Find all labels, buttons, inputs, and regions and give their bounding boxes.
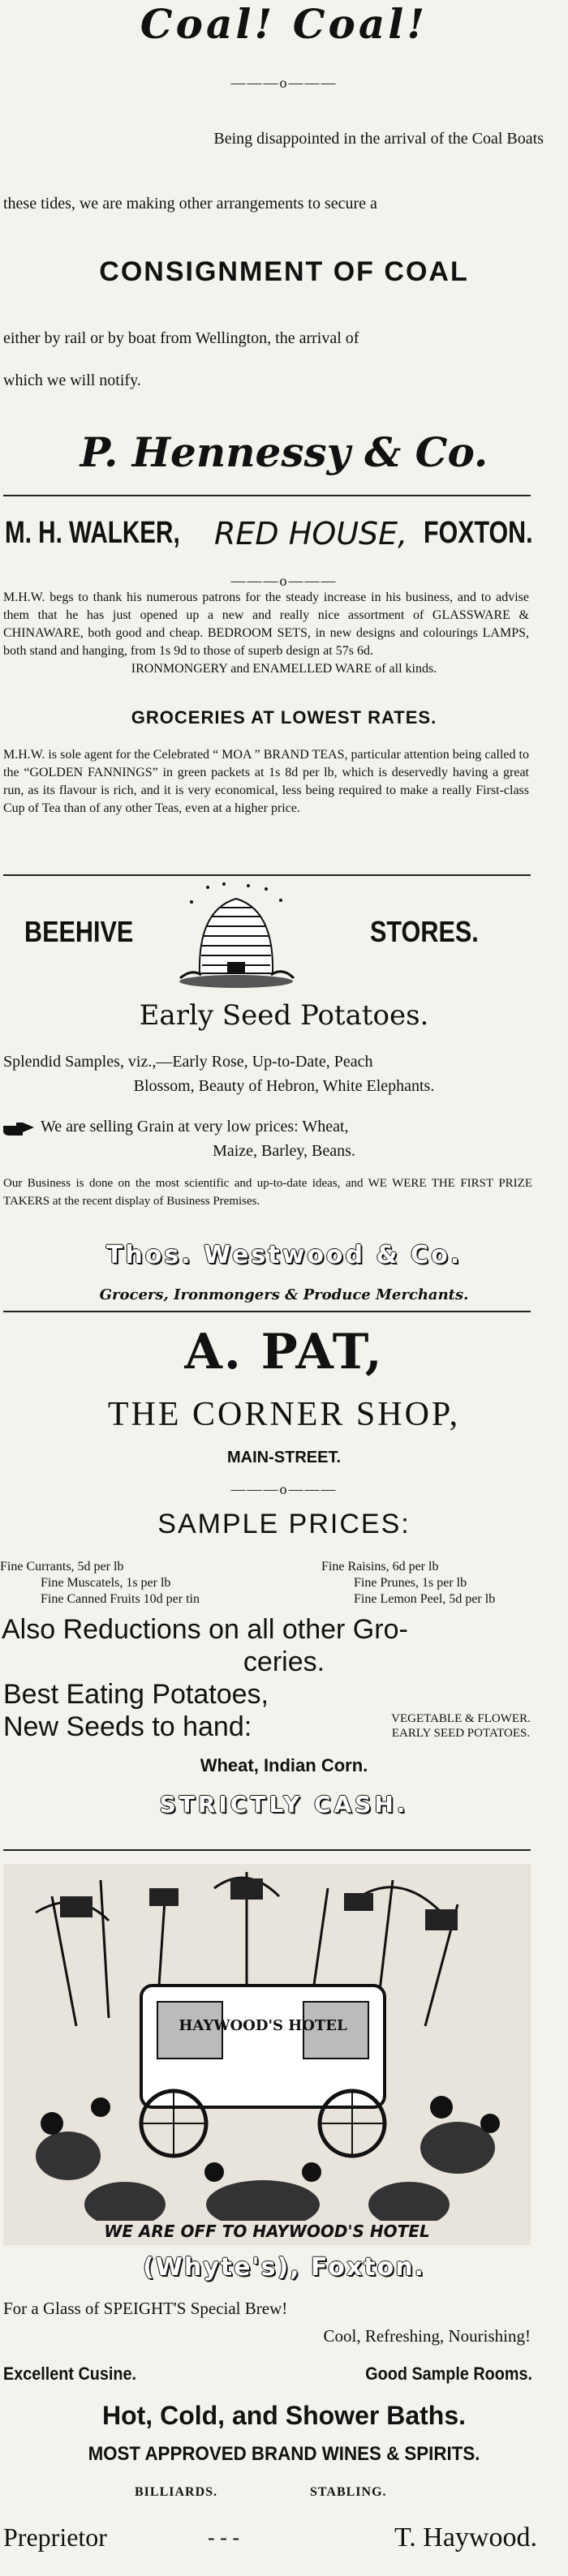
hotel-cuisine: Excellent Cusine.	[3, 2363, 136, 2384]
coal-para2-line2: which we will notify.	[3, 371, 141, 389]
beehive-firm: Thos. Westwood & Co.	[105, 1241, 463, 1269]
pat-best: Best Eating Potatoes,	[3, 1679, 269, 1710]
beehive-left: BEEHIVE	[24, 915, 134, 948]
hotel-dots: - - -	[208, 2526, 239, 2549]
hotel-rooms: Good Sample Rooms.	[365, 2363, 532, 2384]
pat-wheat: Wheat, Indian Corn.	[200, 1755, 368, 1775]
divider-rule	[3, 1311, 531, 1312]
price-item: Fine Raisins, 6d per lb	[321, 1560, 439, 1574]
walker-body2: M.H.W. is sole agent for the Celebrated “ MOA ” BRAND TEAS, particular attention being called to the “GOLDEN FANNINGS” in green packets at 1s 8d per lb, which is deservedly having a great run, as its flavour is rich, and it is very economical, less being required to make a really First-class Cup of Tea than of any other Teas, even at a higher price.	[3, 748, 529, 815]
hotel-proprietor: Preprietor	[3, 2522, 107, 2552]
pat-reductions2: ceries.	[243, 1646, 325, 1677]
flourish-divider: ———o———	[230, 573, 338, 589]
seeds-detail-line: VEGETABLE & FLOWER.	[391, 1712, 531, 1725]
beehive-icon	[175, 878, 297, 991]
coach-label: HAYWOOD'S HOTEL	[179, 2017, 347, 2034]
flourish-divider: ———o———	[230, 1481, 338, 1497]
beehive-grain1: We are selling Grain at very low prices: Wheat,	[41, 1118, 349, 1136]
beehive-right: STORES.	[370, 915, 479, 948]
walker-groceries: GROCERIES AT LOWEST RATES.	[131, 707, 437, 728]
pat-prices-right	[321, 1559, 568, 1608]
beehive-potatoes: Early Seed Potatoes.	[139, 999, 429, 1032]
coal-heading: Coal! Coal!	[140, 0, 428, 48]
pat-seeds-detail	[357, 1711, 565, 1741]
hotel-glass: For a Glass of SPEIGHT'S Special Brew!	[3, 2299, 288, 2318]
coal-para2-line1: either by rail or by boat from Wellington, the arrival of	[3, 329, 359, 347]
coach-scene-icon	[3, 1864, 531, 2245]
beehive-samples2: Blossom, Beauty of Hebron, White Elephants.	[133, 1077, 435, 1095]
pat-name: A. PAT,	[184, 1324, 384, 1380]
flourish-divider: ———o———	[230, 75, 338, 91]
divider-rule	[3, 874, 531, 876]
coach-banner: WE ARE OFF TO HAYWOOD'S HOTEL	[104, 2222, 430, 2241]
price-item: Fine Prunes, 1s per lb	[354, 1576, 467, 1590]
pat-shop: THE CORNER SHOP,	[107, 1396, 461, 1433]
coal-signature: P. Hennessy & Co.	[80, 428, 488, 476]
seeds-detail-line: EARLY SEED POTATOES.	[391, 1727, 531, 1740]
walker-body1-last: IRONMONGERY and ENAMELLED WARE of all kinds.	[131, 662, 437, 676]
price-item: Fine Muscatels, 1s per lb	[41, 1576, 171, 1590]
walker-title	[5, 516, 540, 561]
beehive-trade: Grocers, Ironmongers & Produce Merchants.	[99, 1286, 469, 1303]
price-item: Fine Canned Fruits 10d per tin	[41, 1592, 200, 1606]
pat-reductions1: Also Reductions on all other Gro-	[2, 1614, 408, 1645]
hotel-wines: MOST APPROVED BRAND WINES & SPIRITS.	[88, 2443, 480, 2465]
walker-body1: M.H.W. begs to thank his numerous patrons for the steady increase in his business, and to advise them that he has just opened up a new and really nice assortment of GLASSWARE & CHINAWARE, both good and cheap. BEDROOM SETS, in new designs and colourings LAMPS, both stand and hanging, from 1s 9d to those of superb design at 57s 6d.	[3, 590, 529, 658]
walker-name: M. H. WALKER,	[5, 516, 180, 550]
divider-rule	[3, 1849, 531, 1851]
beehive-samples1: Splendid Samples, viz.,—Early Rose, Up-to-Date, Peach	[3, 1053, 373, 1071]
hotel-stabling: STABLING.	[310, 2485, 387, 2499]
hotel-baths: Hot, Cold, and Shower Baths.	[101, 2401, 466, 2430]
pat-seeds: New Seeds to hand:	[3, 1711, 252, 1742]
pat-sample: SAMPLE PRICES:	[157, 1509, 411, 1539]
beehive-business: Our Business is done on the most scientific and up-to-date ideas, and WE WERE THE FIRST PRIZE TAKERS at the recent display of Business Premises.	[3, 1177, 532, 1208]
hotel-name: (Whyte's), Foxton.	[143, 2253, 425, 2282]
coal-para1-line2: these tides, we are making other arrangements to secure a	[3, 195, 377, 213]
price-item: Fine Lemon Peel, 5d per lb	[354, 1592, 496, 1606]
pat-cash: STRICTLY CASH.	[159, 1791, 409, 1818]
pointing-hand-icon	[2, 1119, 37, 1139]
price-item: Fine Currants, 5d per lb	[0, 1560, 124, 1574]
hotel-cool: Cool, Refreshing, Nourishing!	[323, 2326, 531, 2346]
pat-prices-left	[0, 1559, 292, 1608]
divider-rule	[3, 495, 531, 496]
walker-town: FOXTON.	[424, 516, 533, 550]
pat-street: MAIN-STREET.	[227, 1449, 341, 1466]
beehive-grain2: Maize, Barley, Beans.	[213, 1142, 355, 1160]
coal-para1-line1: Being disappointed in the arrival of the Coal Boats	[213, 130, 544, 148]
walker-red-house: RED HOUSE,	[214, 516, 408, 552]
hotel-billiards: BILLIARDS.	[135, 2485, 218, 2499]
hotel-owner: T. Haywood.	[394, 2522, 537, 2552]
coal-consignment: CONSIGNMENT OF COAL	[99, 256, 469, 287]
